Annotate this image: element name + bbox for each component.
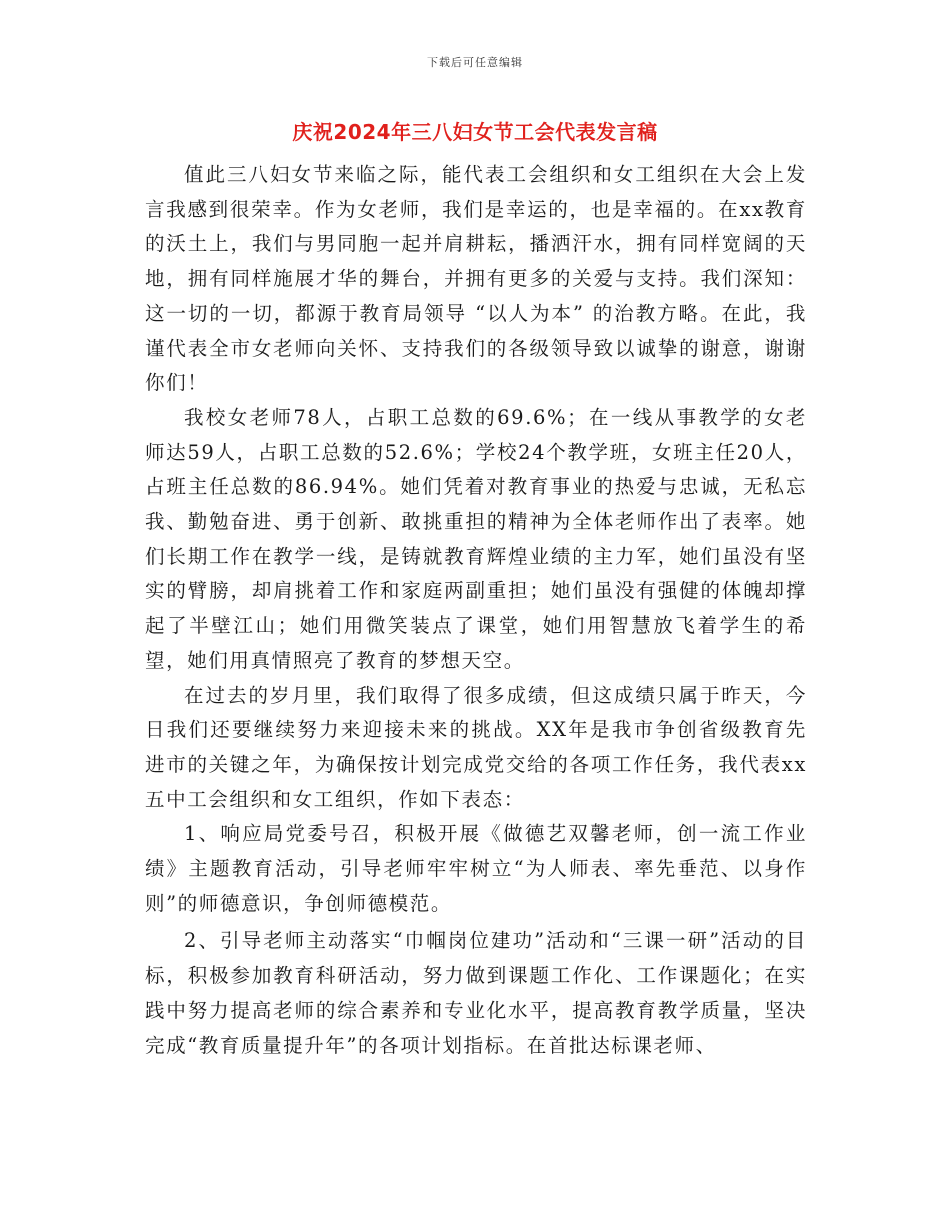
header-note: 下载后可任意编辑 xyxy=(427,56,523,69)
paragraph-pledge-2: 2、引导老师主动落实“巾帼岗位建功”活动和“三课一研”活动的目标，积极参加教育科研活动，努力做到课题工作化、工作课题化；在实践中努力提高老师的综合素养和专业化水平，提高教育教学质量，坚决完成“教育质量提升年”的各项计划指标。在首批达标课老师、 xyxy=(145,929,807,1057)
paragraph-intro: 值此三八妇女节来临之际，能代表工会组织和女工组织在大会上发言我感到很荣幸。作为女老师，我们是幸运的，也是幸福的。在xx教育的沃土上，我们与男同胞一起并肩耕耘，播洒汗水，拥有同样宽阔的天地，拥有同样施展才华的舞台，并拥有更多的关爱与支持。我们深知：这一切的一切，都源于教育局领导 “以人为本” 的治教方略。在此，我谨代表全市女老师向关怀、支持我们的各级领导致以诚挚的谢意，谢谢你们！ xyxy=(145,163,807,395)
document-body xyxy=(145,158,807,1063)
paragraph-challenges: 在过去的岁月里，我们取得了很多成绩，但这成绩只属于昨天，今日我们还要继续努力来迎接未来的挑战。XX年是我市争创省级教育先进市的关键之年，为确保按计划完成党交给的各项工作任务，我代表xx五中工会组织和女工组织，作如下表态： xyxy=(145,683,807,811)
paragraph-pledge-1: 1、响应局党委号召，积极开展《做德艺双馨老师，创一流工作业绩》主题教育活动，引导老师牢牢树立“为人师表、率先垂范、以身作则”的师德意识，争创师德模范。 xyxy=(145,822,807,915)
document-title: 庆祝2024年三八妇女节工会代表发言稿 xyxy=(292,120,658,144)
paragraph-statistics: 我校女老师78人，占职工总数的69.6%；在一线从事教学的女老师达59人，占职工总数的52.6%；学校24个教学班，女班主任20人，占班主任总数的86.94%。她们凭着对教育事业的热爱与忠诚，无私忘我、勤勉奋进、勇于创新、敢挑重担的精神为全体老师作出了表率。她们长期工作在教学一线，是铸就教育辉煌业绩的主力军，她们虽没有坚实的臂膀，却肩挑着工作和家庭两副重担；她们虽没有强健的体魄却撑起了半壁江山；她们用微笑装点了课堂，她们用智慧放飞着学生的希望，她们用真情照亮了教育的梦想天空。 xyxy=(145,405,807,672)
